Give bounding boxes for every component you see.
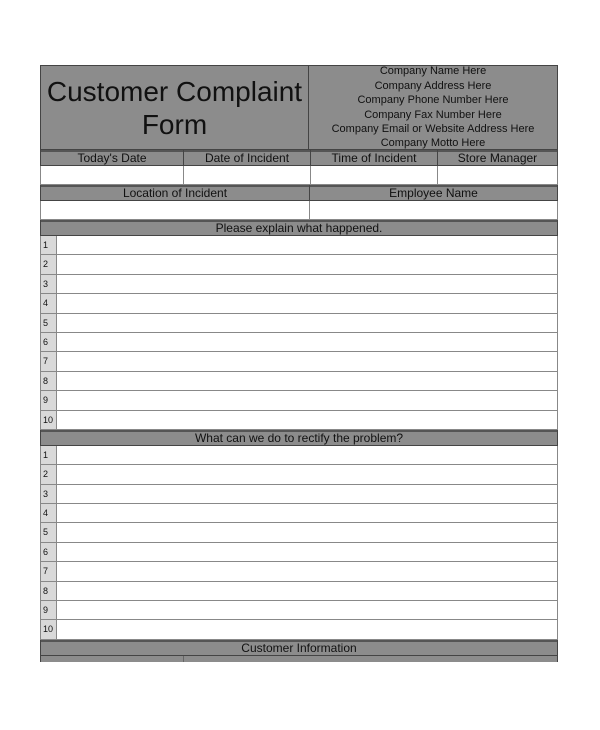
date-of-incident-label: Date of Incident [183, 150, 310, 165]
answer-field[interactable] [57, 275, 557, 293]
company-address: Company Address Here [374, 79, 492, 92]
answer-field[interactable] [57, 582, 557, 600]
answer-field[interactable] [57, 255, 557, 273]
line-number: 5 [41, 314, 57, 332]
form-header [40, 65, 558, 150]
answer-line [40, 523, 558, 542]
answer-field[interactable] [57, 294, 557, 312]
company-fax: Company Fax Number Here [364, 108, 502, 121]
answer-line [40, 372, 558, 391]
answer-line [40, 601, 558, 620]
line-number: 10 [41, 620, 57, 638]
location-labels-row [40, 185, 558, 201]
answer-field[interactable] [57, 504, 557, 522]
date-fields-row [40, 166, 558, 185]
line-number: 8 [41, 582, 57, 600]
todays-date-field[interactable] [41, 166, 183, 184]
employee-name-field[interactable] [309, 201, 557, 219]
line-number: 7 [41, 352, 57, 370]
store-manager-label: Store Manager [437, 150, 557, 165]
todays-date-label: Today's Date [77, 151, 147, 165]
answer-line [40, 504, 558, 523]
customer-info-partial-row [40, 656, 558, 662]
location-of-incident-label: Location of Incident [122, 186, 228, 200]
line-number: 2 [41, 255, 57, 273]
answer-line [40, 314, 558, 333]
location-of-incident-field[interactable] [41, 201, 309, 219]
employee-name-label: Employee Name [309, 185, 557, 200]
what-happened-lines [40, 236, 558, 430]
customer-info-cell [41, 656, 183, 662]
line-number: 2 [41, 465, 57, 483]
answer-line [40, 236, 558, 255]
line-number: 8 [41, 372, 57, 390]
answer-field[interactable] [57, 314, 557, 332]
company-phone: Company Phone Number Here [357, 94, 509, 107]
answer-line [40, 446, 558, 465]
answer-line [40, 255, 558, 274]
company-motto: Company Motto Here [380, 137, 486, 150]
line-number: 3 [41, 485, 57, 503]
answer-line [40, 411, 558, 430]
answer-line [40, 620, 558, 639]
answer-line [40, 275, 558, 294]
line-number: 10 [41, 411, 57, 429]
answer-line [40, 543, 558, 562]
customer-info-cell [183, 656, 557, 662]
answer-field[interactable] [57, 523, 557, 541]
line-number: 6 [41, 543, 57, 561]
form-title: Customer Complaint Form [41, 66, 309, 149]
answer-line [40, 333, 558, 352]
answer-field[interactable] [57, 465, 557, 483]
answer-field[interactable] [57, 391, 557, 409]
answer-line [40, 562, 558, 581]
company-info [309, 66, 557, 149]
answer-field[interactable] [57, 620, 557, 638]
answer-line [40, 294, 558, 313]
line-number: 3 [41, 275, 57, 293]
date-of-incident-field[interactable] [183, 166, 310, 184]
section-what-happened-header: Please explain what happened. [40, 220, 558, 236]
answer-field[interactable] [57, 236, 557, 254]
time-of-incident-label: Time of Incident [310, 150, 437, 165]
store-manager-field[interactable] [437, 166, 557, 184]
company-email: Company Email or Website Address Here [331, 122, 535, 135]
answer-field[interactable] [57, 411, 557, 429]
answer-field[interactable] [57, 601, 557, 619]
line-number: 7 [41, 562, 57, 580]
answer-field[interactable] [57, 562, 557, 580]
complaint-form [40, 65, 558, 662]
line-number: 6 [41, 333, 57, 351]
answer-field[interactable] [57, 485, 557, 503]
answer-field[interactable] [57, 352, 557, 370]
section-customer-info-header: Customer Information [40, 640, 558, 656]
answer-field[interactable] [57, 333, 557, 351]
answer-line [40, 485, 558, 504]
line-number: 4 [41, 294, 57, 312]
line-number: 9 [41, 391, 57, 409]
company-name: Company Name Here [379, 65, 487, 78]
answer-line [40, 352, 558, 371]
line-number: 4 [41, 504, 57, 522]
date-labels-row [40, 150, 558, 166]
line-number: 5 [41, 523, 57, 541]
line-number: 1 [41, 236, 57, 254]
answer-line [40, 391, 558, 410]
rectify-lines [40, 446, 558, 640]
location-fields-row [40, 201, 558, 220]
time-of-incident-field[interactable] [310, 166, 437, 184]
answer-line [40, 465, 558, 484]
line-number: 9 [41, 601, 57, 619]
answer-line [40, 582, 558, 601]
section-rectify-header: What can we do to rectify the problem? [40, 430, 558, 446]
answer-field[interactable] [57, 446, 557, 464]
line-number: 1 [41, 446, 57, 464]
answer-field[interactable] [57, 372, 557, 390]
answer-field[interactable] [57, 543, 557, 561]
